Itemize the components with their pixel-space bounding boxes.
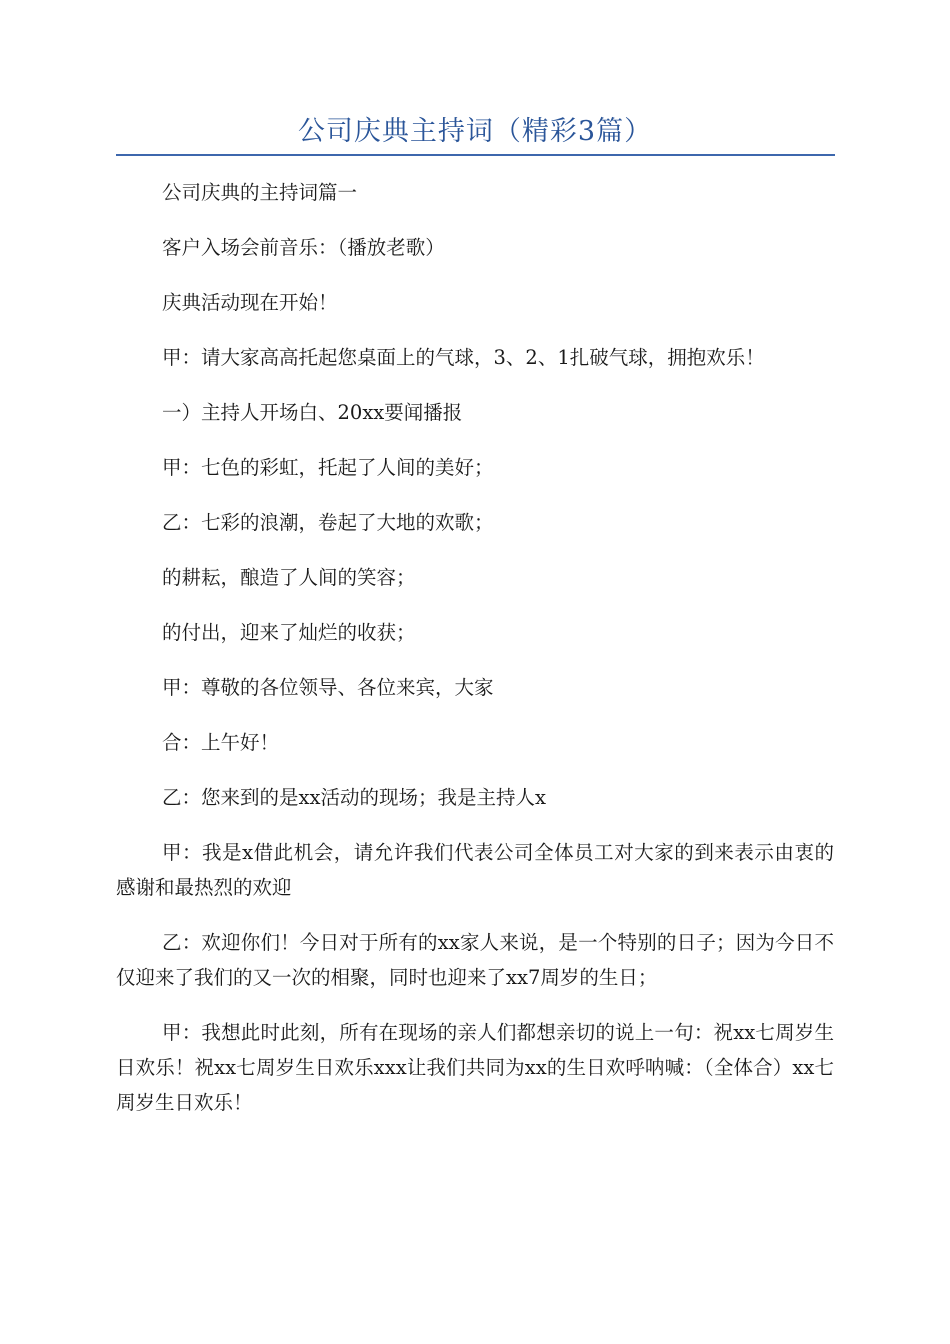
paragraph: 客户入场会前音乐：（播放老歌）: [162, 236, 445, 259]
paragraph: 甲：七色的彩虹，托起了人间的美好；: [162, 456, 494, 479]
paragraph: 甲：请大家高高托起您桌面上的气球，3、2、1扎破气球，拥抱欢乐！: [162, 346, 765, 369]
paragraph: 乙：您来到的是xx活动的现场；我是主持人x: [162, 786, 546, 809]
paragraph: 甲：我想此时此刻，所有在现场的亲人们都想亲切的说上一句：祝xx七周岁生日欢乐！祝xx七周岁生日欢乐xxx让我们共同为xx的生日欢呼呐喊：（全体合）xx七周岁生日欢乐！: [116, 1021, 834, 1114]
paragraph: 乙：欢迎你们！今日对于所有的xx家人来说，是一个特别的日子；因为今日不仅迎来了我们的又一次的相聚，同时也迎来了xx7周岁的生日；: [116, 931, 834, 989]
title-underline: [116, 154, 835, 156]
document-title: 公司庆典主持词（精彩3篇）: [297, 116, 653, 147]
paragraph: 的耕耘，酿造了人间的笑容；: [162, 566, 416, 589]
paragraph: 乙：七彩的浪潮，卷起了大地的欢歌；: [162, 511, 494, 534]
paragraph: 庆典活动现在开始！: [162, 291, 338, 314]
paragraph: 公司庆典的主持词篇一: [162, 181, 358, 204]
document-body: [116, 175, 834, 1140]
paragraph: 甲：我是x借此机会，请允许我们代表公司全体员工对大家的到来表示由衷的感谢和最热烈的欢迎: [116, 841, 834, 899]
paragraph: 合：上午好！: [162, 731, 280, 754]
paragraph: 甲：尊敬的各位领导、各位来宾，大家: [162, 676, 494, 699]
paragraph: 一）主持人开场白、20xx要闻播报: [162, 401, 463, 424]
paragraph: 的付出，迎来了灿烂的收获；: [162, 621, 416, 644]
